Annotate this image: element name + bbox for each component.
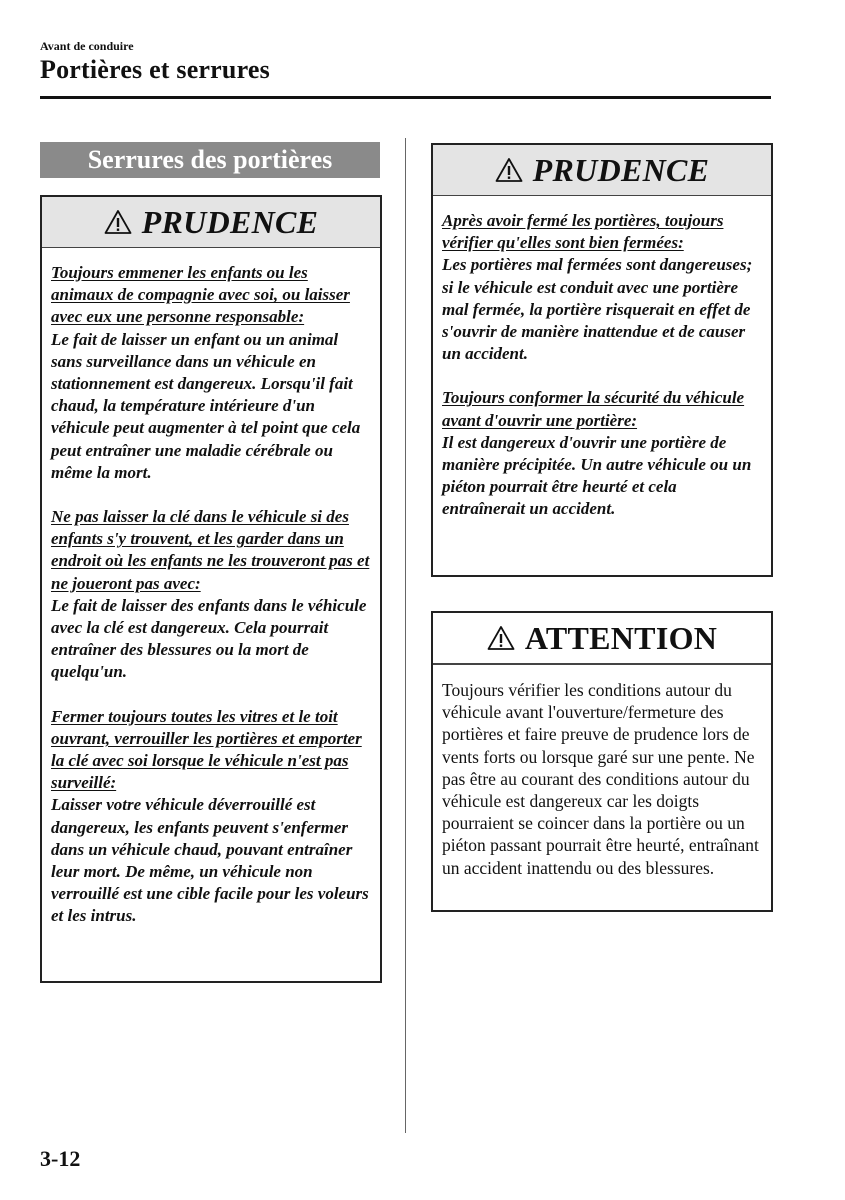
caution-heading: Ne pas laisser la clé dans le véhicule si des enfants s'y trouvent, et les garder dans un endroit où les enfants ne les trouveront pas et ne joueront pas avec:: [51, 507, 370, 593]
caution-body: [42, 248, 380, 936]
caution-heading: Toujours conformer la sécurité du véhicule avant d'ouvrir une portière:: [442, 388, 745, 430]
caution-text: Les portières mal fermées sont dangereuses; si le véhicule est conduit avec une portière mal fermée, la portière risquerait en effet de s'ouvrir de manière inattendue et de causer un accident.: [442, 255, 753, 364]
attention-box: [431, 611, 773, 912]
warning-triangle-icon: [487, 625, 515, 651]
caution-paragraph: [51, 262, 372, 484]
breadcrumb: Avant de conduire: [40, 39, 134, 53]
attention-text: Toujours vérifier les conditions autour du véhicule avant l'ouverture/fermeture des portières et faire preuve de prudence lors de vents forts ou lorsque garé sur une pente. Ne pas être au courant des conditions autour du véhicule est dangereux car les doigts pourraient se coincer dans la portière ou un piéton passant pourrait être heurté, entraînant un accident inattendu ou des blessures.: [442, 680, 759, 878]
caution-header: [433, 145, 771, 196]
warning-triangle-icon: [495, 157, 523, 183]
title-rule: [40, 96, 771, 99]
caution-text: Il est dangereux d'ouvrir une portière de manière précipitée. Un autre véhicule ou un piéton pourrait être heurté et cela entraînerait un accident.: [442, 432, 752, 519]
caution-body: [433, 196, 771, 529]
caution-text: Le fait de laisser un enfant ou un animal sans surveillance dans un véhicule en stationnement est dangereux. Lorsqu'il fait chaud, la température intérieure d'un véhicule peut augmenter à tel point que cela peut entraîner une maladie cérébrale ou même la mort.: [51, 329, 361, 482]
caution-heading: Fermer toujours toutes les vitres et le toit ouvrant, verrouiller les portières et emporter la clé avec soi lorsque le véhicule n'est pas surveillé:: [51, 706, 362, 793]
column-divider: [405, 138, 406, 1133]
caution-heading: Toujours emmener les enfants ou les animaux de compagnie avec soi, ou laisser avec eux une personne responsable:: [51, 263, 350, 327]
left-caution-box: [40, 195, 382, 983]
caution-label: PRUDENCE: [141, 203, 319, 240]
caution-header: [42, 197, 380, 248]
warning-triangle-icon: [104, 209, 132, 235]
caution-paragraph: [442, 387, 763, 520]
caution-paragraph: [51, 506, 372, 684]
caution-text: Laisser votre véhicule déverrouillé est dangereux, les enfants peuvent s'enfermer dans un véhicule chaud, pouvant entraîner leur mort. De même, un véhicule non verrouillé est une cible facile pour les voleurs et les intrus.: [51, 795, 369, 926]
page-title: Portières et serrures: [40, 55, 270, 84]
caution-text: Le fait de laisser des enfants dans le véhicule avec la clé est dangereux. Cela pourrait entraîner des blessures ou la mort de quelqu'un.: [51, 595, 367, 682]
section-header: Serrures des portières: [40, 142, 380, 178]
page-number: 3-12: [40, 1146, 81, 1171]
caution-paragraph: [442, 210, 763, 365]
caution-label: PRUDENCE: [532, 151, 710, 188]
caution-heading: Après avoir fermé les portières, toujours vérifier qu'elles sont bien fermées:: [442, 211, 724, 253]
attention-header: [433, 613, 771, 664]
caution-paragraph: [51, 706, 372, 928]
right-caution-box: [431, 143, 773, 577]
attention-body: [433, 664, 771, 887]
attention-label: ATTENTION: [524, 619, 718, 656]
